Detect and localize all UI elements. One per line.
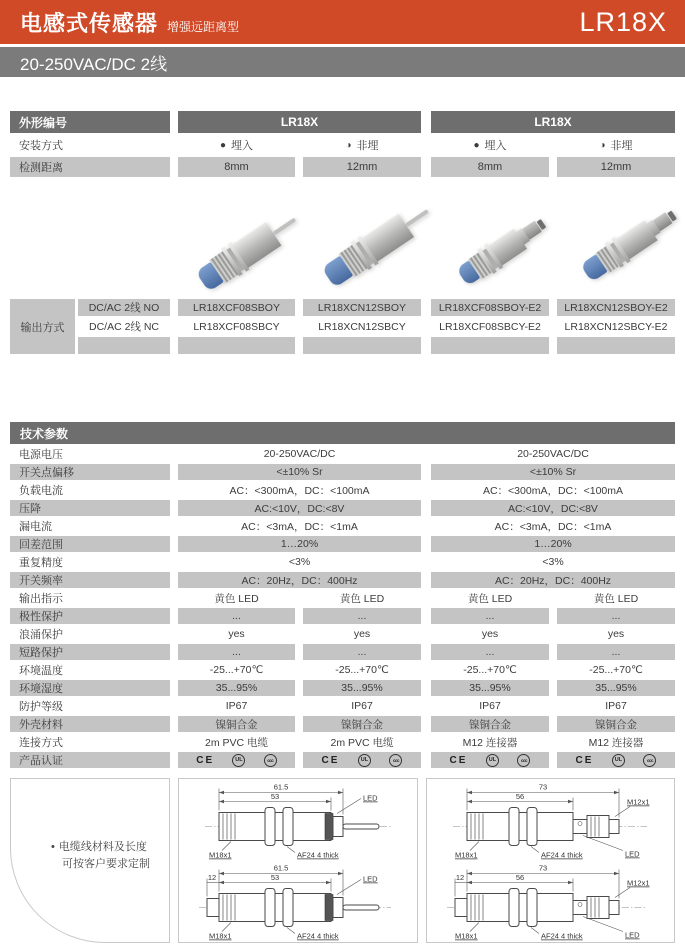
mount-option bbox=[557, 135, 675, 155]
tech-value: 2m PVC 电缆 bbox=[330, 736, 394, 749]
non-flush-icon: ◑ bbox=[599, 139, 606, 151]
distance-value: 8mm bbox=[431, 157, 549, 177]
tech-row bbox=[10, 698, 675, 714]
tech-value: -25...+70℃ bbox=[589, 664, 643, 676]
thread-label: M18x1 bbox=[209, 850, 232, 860]
led-label: LED bbox=[363, 874, 378, 884]
ul-icon: UL bbox=[358, 754, 371, 767]
cert-cell bbox=[178, 752, 295, 768]
tech-value: AC：<3mA，DC：<1mA bbox=[494, 520, 612, 533]
cable-drawings-box bbox=[178, 778, 418, 943]
tech-row bbox=[10, 554, 675, 570]
mount-option-label: 非埋 bbox=[356, 140, 379, 152]
tech-section-header bbox=[10, 422, 675, 444]
page-subtitle: 增强远距离型 bbox=[167, 19, 240, 34]
tech-row bbox=[10, 716, 675, 732]
tech-row bbox=[10, 644, 675, 660]
mount-row bbox=[10, 135, 675, 155]
tech-label: 负载电流 bbox=[19, 485, 63, 497]
model-code: LR18XCN12SBCY bbox=[318, 320, 406, 333]
thread-label: M18x1 bbox=[455, 931, 478, 941]
drawing-cable-nonflush bbox=[179, 861, 417, 942]
mount-option-label: 埋入 bbox=[231, 140, 254, 152]
non-flush-icon: ◑ bbox=[345, 139, 352, 151]
tech-value: ... bbox=[178, 644, 295, 660]
ul-icon: UL bbox=[486, 754, 499, 767]
drawing-connector-nonflush bbox=[427, 861, 674, 942]
tech-label: 压降 bbox=[10, 500, 170, 516]
tech-value: 35...95% bbox=[178, 680, 295, 696]
model-number: LR18X bbox=[579, 6, 667, 37]
tech-row bbox=[10, 446, 675, 462]
series-header-1: LR18X bbox=[178, 111, 421, 133]
note-line1: 电缆线材料及长度 bbox=[58, 841, 147, 853]
tech-value: 镍铜合金 bbox=[303, 716, 421, 732]
tech-value: ... bbox=[431, 608, 549, 624]
dim-total: 73 bbox=[538, 863, 548, 873]
model-code: LR18XCN12SBOY-E2 bbox=[557, 299, 675, 316]
tech-row bbox=[10, 536, 675, 552]
series-header-2: LR18X bbox=[431, 111, 675, 133]
tech-value: 20-250VAC/DC bbox=[263, 448, 336, 460]
tech-value: AC：<300mA，DC：<100mA bbox=[482, 484, 624, 497]
product-title-group bbox=[20, 7, 239, 38]
connector-label: M12x1 bbox=[627, 797, 650, 807]
tech-value: yes bbox=[481, 628, 499, 640]
tech-label: 极性保护 bbox=[10, 608, 170, 624]
ccc-icon: ccc bbox=[264, 754, 277, 767]
tech-row bbox=[10, 662, 675, 678]
custom-note-box bbox=[10, 778, 170, 943]
nut-label: AF24 4 thick bbox=[541, 850, 583, 860]
tech-value: AC：20Hz，DC：400Hz bbox=[178, 572, 421, 588]
tech-value: ... bbox=[431, 644, 549, 660]
dim-total: 61.5 bbox=[273, 863, 289, 873]
model-code: LR18XCF08SBOY bbox=[178, 299, 295, 316]
ce-icon: CE bbox=[575, 754, 594, 766]
distance-value: 12mm bbox=[303, 157, 421, 177]
tech-value: M12 连接器 bbox=[588, 736, 644, 749]
drawing-connector-flush bbox=[427, 780, 674, 861]
product-photos bbox=[10, 179, 675, 297]
model-code: LR18XCN12SBOY bbox=[303, 299, 421, 316]
tech-label: 重复精度 bbox=[19, 557, 63, 569]
tech-value: ... bbox=[303, 608, 421, 624]
connector-label: M12x1 bbox=[627, 878, 650, 888]
tech-value: <3% bbox=[542, 556, 564, 568]
shape-header-cell: 外形编号 bbox=[10, 111, 170, 133]
tech-label: 连接方式 bbox=[19, 737, 63, 749]
tech-label: 开关频率 bbox=[10, 572, 170, 588]
tech-value: ... bbox=[303, 644, 421, 660]
output-label: 输出方式 bbox=[10, 299, 75, 354]
sensor-photo-connector-nonflush bbox=[578, 202, 682, 285]
tech-value: 镍铜合金 bbox=[178, 716, 295, 732]
tech-value: -25...+70℃ bbox=[209, 664, 264, 676]
tech-row bbox=[10, 626, 675, 642]
tech-value: 黄色 LED bbox=[214, 592, 259, 605]
voltage-bar bbox=[0, 47, 685, 77]
mount-label: 安装方式 bbox=[19, 140, 63, 152]
tech-value: M12 连接器 bbox=[462, 736, 518, 749]
model-code: LR18XCF08SBOY-E2 bbox=[431, 299, 549, 316]
tech-value: 2m PVC 电缆 bbox=[204, 736, 268, 749]
empty-cell bbox=[431, 337, 549, 354]
tech-value: 35...95% bbox=[431, 680, 549, 696]
ce-icon: CE bbox=[449, 754, 468, 766]
tech-row bbox=[10, 572, 675, 588]
dim-body: 56 bbox=[515, 873, 525, 882]
tech-label: 开关点偏移 bbox=[10, 464, 170, 480]
nut-label: AF24 4 thick bbox=[297, 931, 339, 941]
led-label: LED bbox=[625, 930, 640, 940]
flush-icon: ● bbox=[473, 139, 480, 151]
led-label: LED bbox=[363, 793, 378, 803]
note-line2: 可按客户要求定制 bbox=[62, 858, 150, 870]
tech-value: ... bbox=[557, 608, 675, 624]
model-code: LR18XCF08SBCY-E2 bbox=[439, 320, 541, 333]
ce-icon: CE bbox=[196, 754, 215, 766]
tech-value: 镍铜合金 bbox=[557, 716, 675, 732]
tech-value: 35...95% bbox=[557, 680, 675, 696]
tech-value: AC：20Hz，DC：400Hz bbox=[431, 572, 675, 588]
tech-row bbox=[10, 608, 675, 624]
sensor-photo-connector-flush bbox=[454, 211, 551, 290]
tech-value: yes bbox=[353, 628, 371, 640]
tech-label: 漏电流 bbox=[19, 521, 52, 533]
tech-value: 1…20% bbox=[178, 536, 421, 552]
tech-value: AC:<10V，DC:<8V bbox=[431, 500, 675, 516]
tech-value: 20-250VAC/DC bbox=[517, 448, 589, 460]
distance-row bbox=[10, 157, 675, 177]
flush-icon: ● bbox=[219, 139, 227, 151]
ul-icon: UL bbox=[612, 754, 625, 767]
sensor-cable bbox=[272, 217, 296, 235]
dim-total: 61.5 bbox=[273, 782, 289, 792]
dim-total: 73 bbox=[538, 782, 548, 792]
dim-body: 53 bbox=[270, 792, 280, 801]
mount-option-label: 非埋 bbox=[610, 140, 633, 152]
empty-cell bbox=[78, 337, 170, 354]
tech-value: yes bbox=[228, 628, 245, 640]
tech-value: IP67 bbox=[351, 700, 373, 712]
tech-label: 回差范围 bbox=[10, 536, 170, 552]
tech-row bbox=[10, 734, 675, 750]
thread-label: M18x1 bbox=[209, 931, 232, 941]
cert-cell bbox=[431, 752, 549, 768]
tech-value: 黄色 LED bbox=[467, 592, 513, 605]
drawing-cable-flush bbox=[179, 780, 417, 861]
voltage-bar-text: 20-250VAC/DC 2线 bbox=[20, 54, 168, 74]
tech-label: 外壳材料 bbox=[10, 716, 170, 732]
page-title: 电感式传感器 bbox=[20, 10, 159, 36]
tech-row bbox=[10, 680, 675, 696]
model-code: LR18XCF08SBCY bbox=[193, 320, 280, 333]
sensor-cable bbox=[405, 209, 429, 227]
title-bar bbox=[0, 0, 685, 44]
tech-value: AC:<10V，DC:<8V bbox=[178, 500, 421, 516]
tech-value: ... bbox=[178, 608, 295, 624]
tech-label: 电源电压 bbox=[19, 449, 63, 461]
tech-row bbox=[10, 590, 675, 606]
led-label: LED bbox=[625, 849, 640, 859]
empty-cell bbox=[557, 337, 675, 354]
output-table bbox=[10, 299, 675, 354]
tech-value: 1…20% bbox=[431, 536, 675, 552]
ul-icon: UL bbox=[232, 754, 245, 767]
tech-value: <±10% Sr bbox=[178, 464, 421, 480]
tech-value: -25...+70℃ bbox=[463, 664, 517, 676]
tech-label: 输出指示 bbox=[19, 593, 63, 605]
dim-body: 56 bbox=[515, 792, 525, 801]
tech-value: AC：<300mA，DC：<100mA bbox=[229, 484, 370, 497]
ccc-icon: ccc bbox=[389, 754, 402, 767]
empty-cell bbox=[303, 337, 421, 354]
dim-body: 53 bbox=[270, 873, 280, 882]
mount-option bbox=[178, 135, 295, 155]
tech-value: <±10% Sr bbox=[431, 464, 675, 480]
tech-value: 黄色 LED bbox=[593, 592, 639, 605]
bullet-icon: • bbox=[51, 841, 55, 853]
model-code: LR18XCN12SBCY-E2 bbox=[564, 320, 668, 333]
connector-drawings-box bbox=[426, 778, 675, 943]
ccc-icon: ccc bbox=[517, 754, 530, 767]
tech-value: 黄色 LED bbox=[339, 592, 385, 605]
tech-row bbox=[10, 518, 675, 534]
tech-value: IP67 bbox=[479, 700, 501, 712]
nut-label: AF24 4 thick bbox=[297, 850, 339, 860]
mount-option bbox=[303, 135, 421, 155]
tech-row-certifications bbox=[10, 752, 675, 768]
distance-value: 12mm bbox=[557, 157, 675, 177]
dimension-section bbox=[10, 778, 675, 943]
tech-row bbox=[10, 500, 675, 516]
selection-header-row bbox=[10, 111, 675, 133]
dim-tip: 12 bbox=[207, 873, 217, 882]
tech-value: IP67 bbox=[225, 700, 248, 712]
tech-row bbox=[10, 464, 675, 480]
distance-label: 检测距离 bbox=[10, 157, 170, 177]
cert-cell bbox=[303, 752, 421, 768]
tech-label: 短路保护 bbox=[10, 644, 170, 660]
tech-value: yes bbox=[607, 628, 625, 640]
mount-option-label: 埋入 bbox=[484, 140, 507, 152]
distance-value: 8mm bbox=[178, 157, 295, 177]
tech-label: 防护等级 bbox=[19, 701, 63, 713]
tech-row bbox=[10, 482, 675, 498]
empty-cell bbox=[178, 337, 295, 354]
tech-label: 环境温度 bbox=[19, 665, 63, 677]
tech-value: <3% bbox=[288, 556, 311, 568]
dim-tip: 12 bbox=[455, 873, 465, 882]
nut-label: AF24 4 thick bbox=[541, 931, 583, 941]
tech-label: 浪涌保护 bbox=[19, 629, 63, 641]
ccc-icon: ccc bbox=[643, 754, 656, 767]
thread-label: M18x1 bbox=[455, 850, 478, 860]
custom-note bbox=[51, 839, 150, 873]
cert-cell bbox=[557, 752, 675, 768]
tech-label: 环境湿度 bbox=[10, 680, 170, 696]
tech-value: ... bbox=[557, 644, 675, 660]
tech-label: 产品认证 bbox=[10, 752, 170, 768]
tech-section-title: 技术参数 bbox=[20, 426, 69, 441]
tech-value: AC：<3mA，DC：<1mA bbox=[241, 520, 358, 533]
output-type: DC/AC 2线 NC bbox=[88, 321, 159, 333]
tech-value: -25...+70℃ bbox=[335, 664, 389, 676]
ce-icon: CE bbox=[321, 754, 340, 766]
sensor-photo-cable-nonflush bbox=[319, 197, 437, 291]
selection-table bbox=[10, 111, 675, 177]
tech-value: IP67 bbox=[605, 700, 627, 712]
tech-value: 镍铜合金 bbox=[431, 716, 549, 732]
mount-option bbox=[431, 135, 549, 155]
output-type: DC/AC 2线 NO bbox=[78, 299, 170, 316]
tech-value: 35...95% bbox=[303, 680, 421, 696]
sensor-photo-cable-flush bbox=[193, 205, 304, 295]
